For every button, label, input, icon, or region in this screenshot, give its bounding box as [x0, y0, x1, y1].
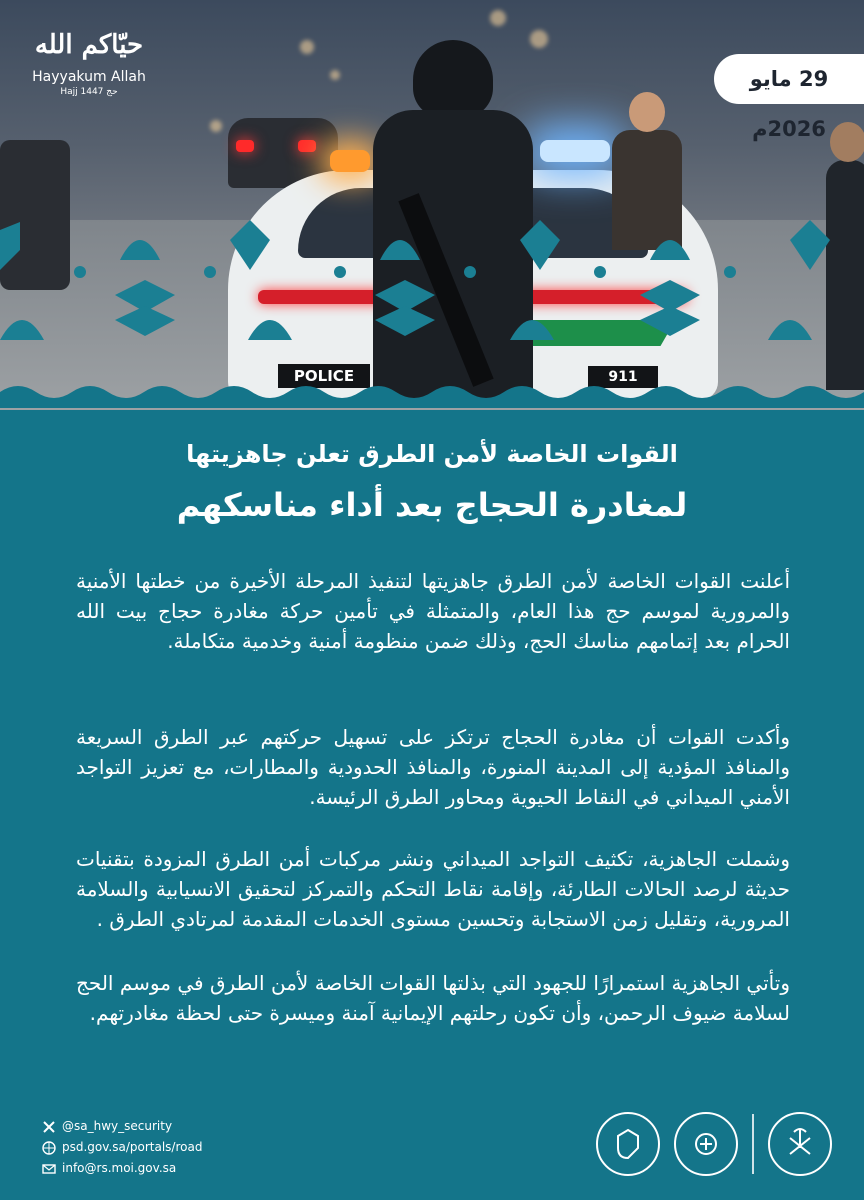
bokeh-light [330, 70, 340, 80]
bokeh-light [490, 10, 506, 26]
special-forces-road-security-emblem [596, 1112, 660, 1176]
officer-helmet [413, 40, 493, 118]
email-link[interactable]: info@rs.moi.gov.sa [62, 1161, 177, 1175]
x-icon [42, 1120, 56, 1134]
hero-photo [0, 0, 864, 410]
headline-line-1: القوات الخاصة لأمن الطرق تعلن جاهزيتها [186, 440, 678, 468]
islamic-pattern [0, 200, 864, 360]
globe-icon [42, 1141, 56, 1155]
email-row[interactable] [42, 1158, 342, 1179]
logo-english: Hayyakum Allah [32, 69, 146, 85]
tail-light [236, 140, 254, 152]
mail-icon [42, 1162, 56, 1176]
contact-footer [42, 1116, 342, 1186]
paragraph: وشملت الجاهزية، تكثيف التواجد الميداني ونشر مركبات أمن الطرق المزودة بتقنيات حديثة لرصد الحالات الطارئة، وإقامة نقاط التحكم والتمركز لتحقيق الانسيابية والسلامة المرورية، وتقليل زمن الاستجابة وتحسين مستوى الخدمات المقدمة لمرتادي الطرق . [76, 847, 790, 931]
logo-subtitle-en: Hajj 1447 [60, 87, 104, 97]
divider [752, 1114, 754, 1174]
bokeh-light [210, 120, 222, 132]
twitter-row[interactable] [42, 1116, 342, 1137]
tail-light [298, 140, 316, 152]
website-row[interactable] [42, 1137, 342, 1158]
date-badge: 29 مايو 2026م [714, 54, 864, 104]
paragraph: أعلنت القوات الخاصة لأمن الطرق جاهزيتها لتنفيذ المرحلة الأخيرة من خطتها الأمنية والمرورية لموسم حج هذا العام، والمتمثلة في تأمين حركة مغادرة حجاج بيت الله الحرام بعد إتمامهم مناسك الحج، وذلك ضمن منظومة أمنية وخدمية متكاملة. [76, 569, 790, 653]
police-number: 911 [588, 366, 658, 388]
police-label: POLICE [278, 364, 370, 388]
bokeh-light [300, 40, 314, 54]
public-security-emblem [674, 1112, 738, 1176]
twitter-handle[interactable]: @sa_hwy_security [62, 1119, 173, 1133]
siren-light-blue [540, 140, 610, 162]
article-content [0, 408, 864, 1200]
paragraph: وتأتي الجاهزية استمرارًا للجهود التي بذلتها القوات الخاصة لأمن الطرق في موسم الحج لسلامة ضيوف الرحمن، وأن تكون رحلتهم الإيمانية آمنة وميسرة حتى لحظة مغادرتهم. [76, 971, 790, 1025]
emblems [592, 1104, 832, 1184]
logo-subtitle [24, 86, 154, 98]
saudi-emblem [768, 1112, 832, 1176]
website-link[interactable]: psd.gov.sa/portals/road [62, 1140, 203, 1154]
logo-arabic: حيّاكم الله [34, 30, 144, 60]
hayyakum-allah-logo [24, 30, 154, 130]
logo-subtitle-ar: حج [106, 87, 118, 97]
wave-divider [0, 378, 864, 408]
paragraph: وأكدت القوات أن مغادرة الحجاج ترتكز على تسهيل حركتهم عبر الطرق السريعة والمنافذ المؤدية إلى المدينة المنورة، والمنافذ الحدودية والمطارات، مع تعزيز التواجد الأمني الميداني في النقاط الحيوية ومحاور الطرق الرئيسة. [76, 725, 790, 809]
headline-line-2: لمغادرة الحجاج بعد أداء مناسكهم [176, 486, 688, 524]
